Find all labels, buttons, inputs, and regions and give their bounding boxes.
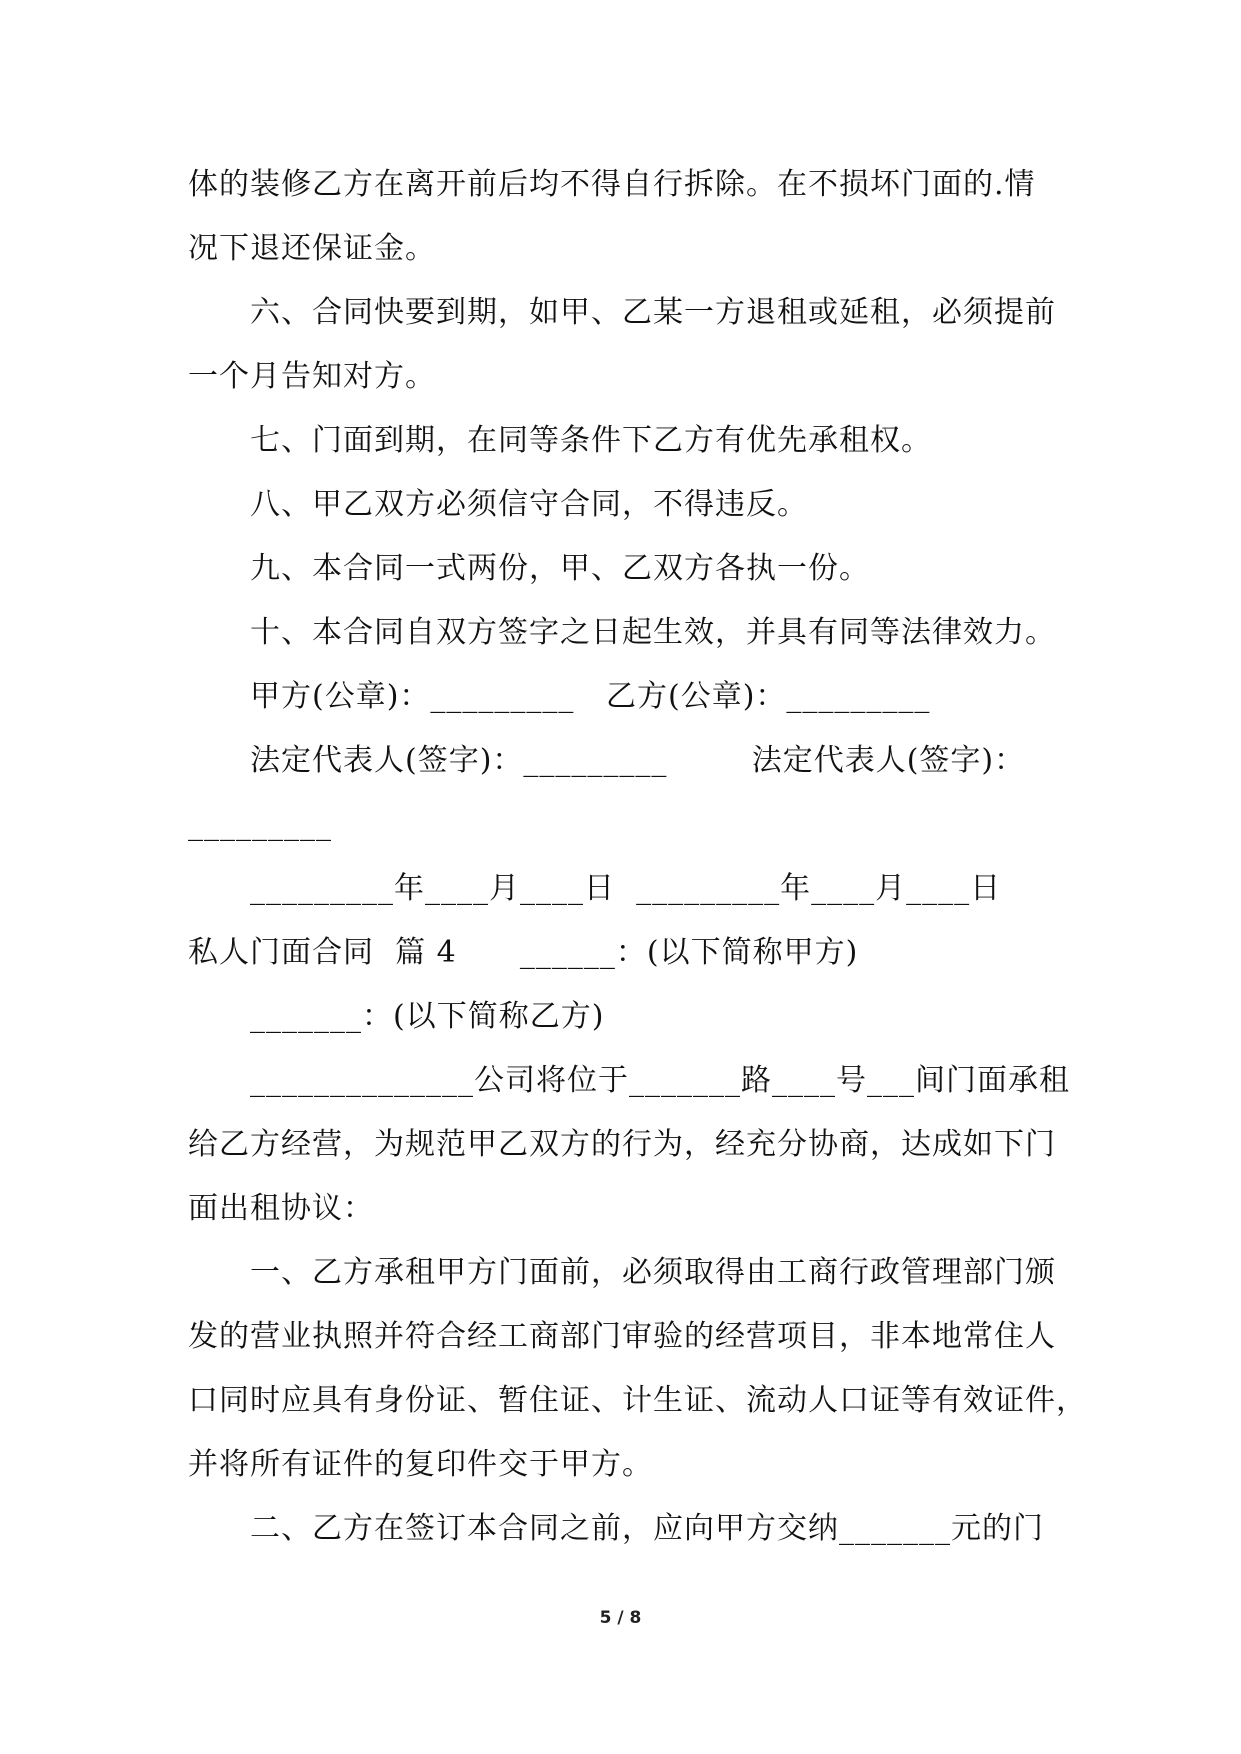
representative-line: 法定代表人(签字)：_________ 法定代表人(签字)： [250,743,1026,778]
clause-2: 二、乙方在签订本合同之前，应向甲方交纳_______元的门 [250,1511,1044,1546]
text-line: 况下退还保证金。 [188,231,436,266]
text-line: 口同时应具有身份证、暂住证、计生证、流动人口证等有效证件， [188,1383,1087,1418]
text-line: 一个月告知对方。 [188,359,436,394]
party-b-line: _______：(以下简称乙方) [250,999,605,1034]
text-line: 发的营业执照并符合经工商部门审验的经营项目，非本地常住人 [188,1319,1056,1354]
signature-blank: _________ [188,807,332,842]
text-line: 体的装修乙方在离开前后均不得自行拆除。在不损坏门面的.情 [188,167,1036,202]
text-line: 面出租协议： [188,1191,374,1226]
text-line: 并将所有证件的复印件交于甲方。 [188,1447,653,1482]
clause-10: 十、本合同自双方签字之日起生效，并具有同等法律效力。 [250,615,1056,650]
clause-6: 六、合同快要到期，如甲、乙某一方退租或延租，必须提前 [250,295,1056,330]
text-line: 给乙方经营，为规范甲乙双方的行为，经充分协商，达成如下门 [188,1127,1056,1162]
clause-9: 九、本合同一式两份，甲、乙双方各执一份。 [250,551,870,586]
date-line: _________年____月____日 _________年____月____日 [250,871,1002,906]
clause-7: 七、门面到期，在同等条件下乙方有优先承租权。 [250,423,932,458]
clause-8: 八、甲乙双方必须信守合同，不得违反。 [250,487,808,522]
text-line: ______________公司将位于_______路____号___间门面承租 [250,1063,1070,1098]
section-title: 私人门面合同 篇 4 ______：(以下简称甲方) [188,935,859,970]
seal-line: 甲方(公章)：_________ 乙方(公章)：_________ [250,679,931,714]
clause-1: 一、乙方承租甲方门面前，必须取得由工商行政管理部门颁 [250,1255,1056,1290]
page-number: 5 / 8 [599,1608,642,1628]
